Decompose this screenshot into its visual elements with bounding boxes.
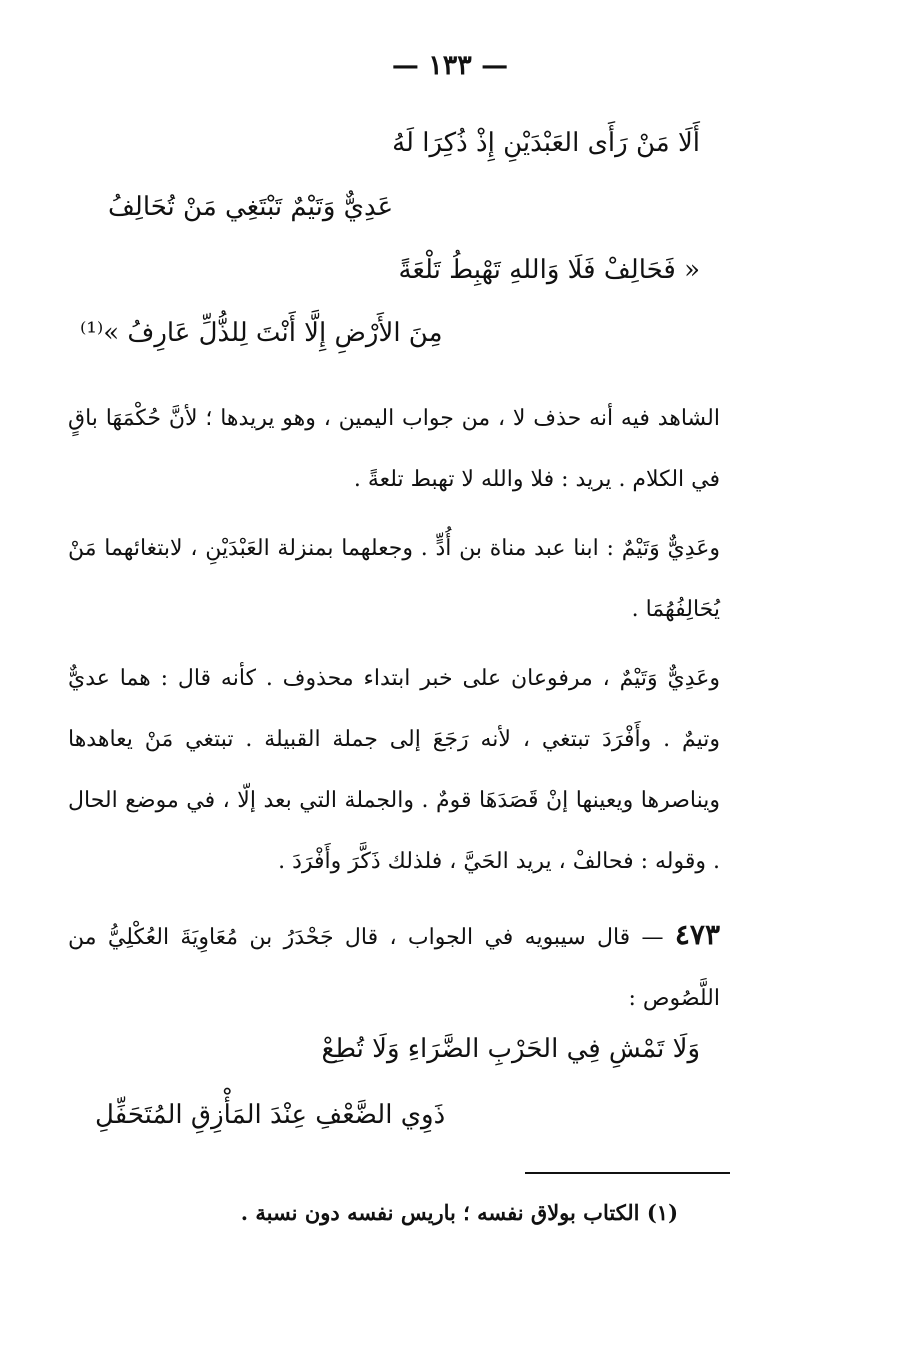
verse-line-6: ذَوِي الضَّعْفِ عِنْدَ المَأْزِقِ المُتَحَفِّلِ — [95, 1100, 446, 1130]
commentary-paragraph-3: وعَدِيٌّ وَتَيْمٌ ، مرفوعان على خبر ابتداء محذوف . كأنه قال : هما عديٌّ وتيمٌ . وأَفْرَدَ تبتغي ، لأنه رَجَعَ إلى جملة القبيلة . تبتغي مَنْ يعاهدها ويناصرها ويعينها إنْ قَصَدَهَا قومٌ . والجملة التي بعد إلّا ، في موضع الحال . وقوله : فحالفْ ، يريد الحَيَّ ، فلذلك ذَكَّرَ وأَفْرَدَ . — [68, 666, 720, 874]
footnote: (١) الكتاب بولاق نفسه ؛ باريس نفسه دون نسبة . — [240, 1200, 678, 1225]
entry-number: ٤٧٣ — [674, 918, 720, 951]
verse-line-3: « فَحَالِفْ فَلَا وَاللهِ تَهْبِطُ تَلْعَةً — [398, 255, 700, 285]
entry-text: — قال سيبويه في الجواب ، قال جَحْدَرُ بن مُعَاوِيَةَ العُكْلِيُّ من اللَّصُوص : — [68, 925, 720, 1011]
verse-line-1: أَلَا مَنْ رَأَى العَبْدَيْنِ إِذْ ذُكِرَا لَهُ — [392, 128, 700, 158]
page-number: — ١٣٣ — — [391, 50, 509, 81]
verse-line-2: عَدِيٌّ وَتَيْمٌ تَبْتَغِي مَنْ تُحَالِفُ — [108, 192, 394, 222]
entry-paragraph — [68, 904, 720, 1029]
commentary-paragraph-1: الشاهد فيه أنه حذف لا ، من جواب اليمين ، وهو يريدها ؛ لأنَّ حُكْمَهَا باقٍ في الكلام . يريد : فلا والله لا تهبط تلعةً . — [68, 406, 720, 492]
verse-line-5: وَلَا تَمْشِ فِي الحَرْبِ الضَّرَاءِ وَلَا تُطِعْ — [321, 1034, 700, 1064]
footnote-divider — [525, 1172, 730, 1174]
commentary-paragraph-2: وعَدِيٌّ وَتَيْمٌ : ابنا عبد مناة بن أُدٍّ . وجعلهما بمنزلة العَبْدَيْنِ ، لابتغائهما مَنْ يُحَالِفُهُمَا . — [68, 536, 720, 622]
verse-line-4: مِنَ الأَرْضِ إِلَّا أَنْتَ لِلذُّلِّ عَارِفُ »⁽¹⁾ — [80, 318, 443, 348]
